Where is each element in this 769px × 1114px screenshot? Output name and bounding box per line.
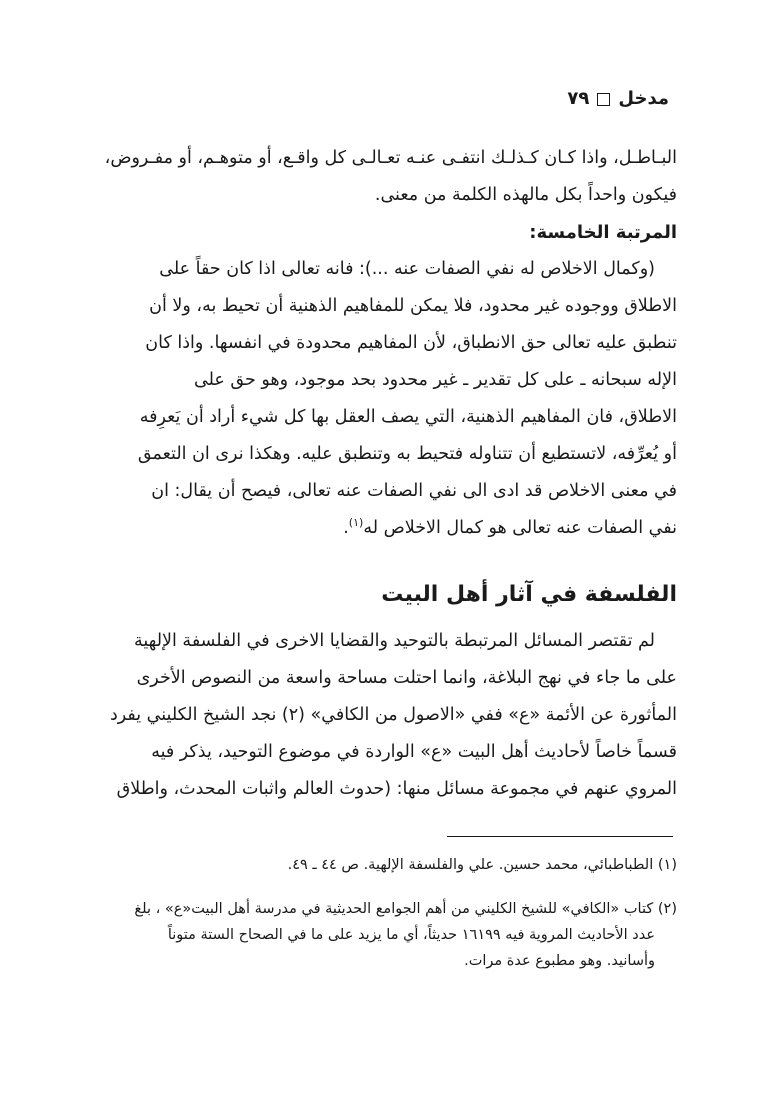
section-name: مدخل [618, 88, 669, 109]
text-line-content: نفي الصفات عنه تعالى هو كمال الاخلاص له [363, 518, 677, 538]
page-number: ٧٩ [567, 88, 590, 109]
text-line: قسماً خاصاً لأحاديث أهل البيت «ع» الواردة في موضوع التوحيد، يذكر فيه [151, 742, 677, 762]
text-line: تنطبق عليه تعالى حق الانطباق، لأن المفاهيم محدودة في انفسها. واذا كان [145, 333, 677, 353]
square-bullet-icon [597, 93, 610, 106]
subheading: المرتبة الخامسة: [529, 222, 677, 243]
running-head [567, 88, 669, 109]
footnote-2-line: عدد الأحاديث المروية فيه ١٦١٩٩ حديثاً، أي ما يزيد على ما في الصحاح الستة متوناً [167, 927, 655, 943]
text-line: لم تقتصر المسائل المرتبطة بالتوحيد والقضايا الاخرى في الفلسفة الإلهية [133, 631, 655, 651]
text-line: الاطلاق ووجوده غير محدود، فلا يمكن للمفاهيم الذهنية أن تحيط به، ولا أن [149, 296, 677, 316]
main-text [81, 140, 677, 808]
footnotes [81, 852, 677, 974]
text-line: فيكون واحداً بكل مالهذه الكلمة من معنى. [374, 185, 677, 205]
text-line: في معنى الاخلاص قد ادى الى نفي الصفات عنه تعالى، فيصح أن يقال: ان [151, 481, 677, 501]
footnote-ref-1: (١) [348, 516, 364, 530]
text-line: المروي عنهم في مجموعة مسائل منها: (حدوث العالم واثبات المحدث، واطلاق [116, 779, 677, 799]
text-line-last: نفي الصفات عنه تعالى هو كمال الاخلاص له$^{(١)}$. [343, 516, 677, 538]
footnote-2-line: وأسانيد. وهو مطبوع عدة مرات. [464, 953, 655, 969]
footnote-1: (١) الطباطبائي، محمد حسين. علي والفلسفة الإلهية. ص ٤٤ ـ ٤٩. [287, 857, 677, 873]
footnote-2: (٢) كتاب «الكافي» للشيخ الكليني من أهم الجوامع الحديثية في مدرسة أهل البيت«ع» ، بلغ [134, 901, 677, 917]
text-line: المأثورة عن الأئمة «ع» ففي «الاصول من الكافي» (٢) نجد الشيخ الكليني يفرد [109, 705, 677, 725]
text-line: (وكمال الاخلاص له نفي الصفات عنه ...): فانه تعالى اذا كان حقاً على [159, 259, 655, 279]
text-line: على ما جاء في نهج البلاغة، وانما احتلت مساحة واسعة من النصوص الأخرى [136, 668, 677, 688]
text-line: أو يُعرِّفه، لاتستطيع أن تتناوله فتحيط به وتنطبق عليه. وهكذا نرى ان التعمق [137, 444, 677, 464]
section-title: الفلسفة في آثار أهل البيت [381, 582, 677, 607]
footnote-divider [447, 836, 673, 837]
text-line: البـاطـل، واذا كـان كـذلـك انتفـى عنـه تعـالـى كل واقـع، أو متوهـم، أو مفـروض، [104, 148, 677, 168]
text-line: الإله سبحانه ـ على كل تقدير ـ غير محدود بحد موجود، وهو حق على [193, 370, 677, 390]
text-line: الاطلاق، فان المفاهيم الذهنية، التي يصف العقل بها كل شيء أراد أن يَعرِفه [139, 407, 677, 427]
